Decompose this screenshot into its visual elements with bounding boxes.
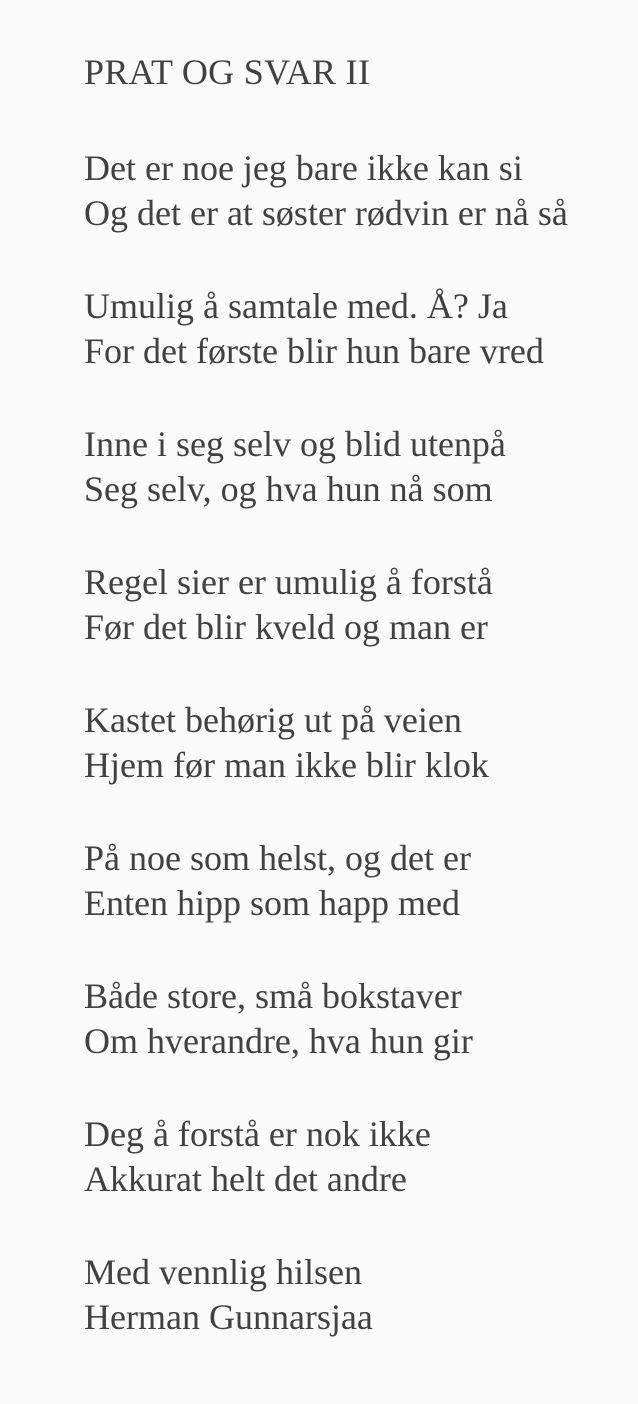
- signoff-author: Herman Gunnarsjaa: [84, 1297, 373, 1337]
- poem-line: Hjem før man ikke blir klok: [84, 745, 489, 785]
- stanza-6: [84, 836, 608, 926]
- poem-line: Enten hipp som happ med: [84, 883, 460, 923]
- poem-line: Inne i seg selv og blid utenpå: [84, 424, 506, 464]
- poem-title: PRAT OG SVAR II: [84, 52, 371, 92]
- stanza-7: [84, 974, 608, 1064]
- poem-line: For det første blir hun bare vred: [84, 331, 544, 371]
- poem-line: Det er noe jeg bare ikke kan si: [84, 148, 523, 188]
- signoff-line: Med vennlig hilsen: [84, 1252, 362, 1292]
- signoff: [84, 1250, 608, 1340]
- poem-line: Deg å forstå er nok ikke: [84, 1114, 431, 1154]
- poem-line: Både store, små bokstaver: [84, 976, 462, 1016]
- stanza-3: [84, 422, 608, 512]
- poem-line: Regel sier er umulig å forstå: [84, 562, 493, 602]
- stanza-1: [84, 146, 608, 236]
- poem-line: På noe som helst, og det er: [84, 838, 471, 878]
- poem-line: Seg selv, og hva hun nå som: [84, 469, 493, 509]
- poem-line: Akkurat helt det andre: [84, 1159, 407, 1199]
- poem-line: Umulig å samtale med. Å? Ja: [84, 286, 508, 326]
- stanza-8: [84, 1112, 608, 1202]
- poem-line: Kastet behørig ut på veien: [84, 700, 462, 740]
- poem-line: Og det er at søster rødvin er nå så: [84, 193, 568, 233]
- poem-line: Før det blir kveld og man er: [84, 607, 488, 647]
- stanza-5: [84, 698, 608, 788]
- poem-line: Om hverandre, hva hun gir: [84, 1021, 473, 1061]
- stanza-2: [84, 284, 608, 374]
- stanza-4: [84, 560, 608, 650]
